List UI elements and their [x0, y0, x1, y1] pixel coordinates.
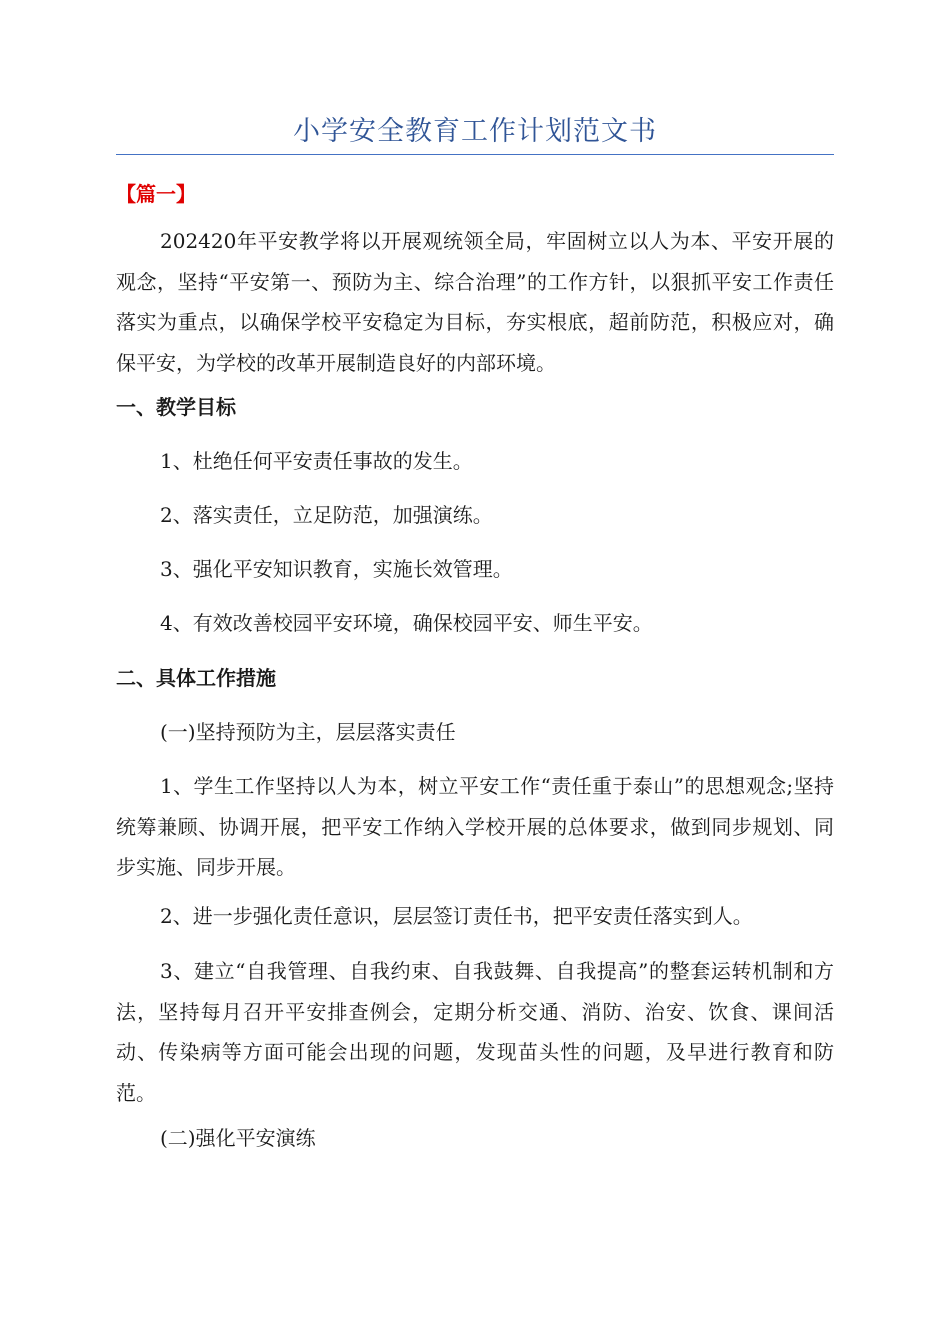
goal-item-2: 2、落实责任，立足防范，加强演练。	[160, 503, 493, 527]
heading-teaching-goals: 一、教学目标	[116, 395, 236, 419]
measure-paragraph-3: 3、建立“自我管理、自我约束、自我鼓舞、自我提高”的整套运转机制和方法，坚持每月召开平安排查例会，定期分析交通、消防、治安、饮食、课间活动、传染病等方面可能会出现的问题，发现苗头性的问题，及早进行教育和防范。	[116, 959, 834, 1105]
section-marker: 【篇一】	[116, 182, 196, 206]
title-underline	[116, 154, 834, 155]
measure-paragraph-1: 1、学生工作坚持以人为本，树立平安工作“责任重于泰山”的思想观念;坚持统筹兼顾、协调开展，把平安工作纳入学校开展的总体要求，做到同步规划、同步实施、同步开展。	[116, 774, 834, 879]
measure-paragraph-2: 2、进一步强化责任意识，层层签订责任书，把平安责任落实到人。	[160, 904, 753, 928]
subheading-prevention: (一)坚持预防为主，层层落实责任	[160, 720, 456, 744]
goal-item-1: 1、杜绝任何平安责任事故的发生。	[160, 449, 473, 473]
goal-item-4: 4、有效改善校园平安环境，确保校园平安、师生平安。	[160, 611, 653, 635]
intro-paragraph: 202420年平安教学将以开展观统领全局，牢固树立以人为本、平安开展的观念，坚持“平安第一、预防为主、综合治理”的工作方针，以狠抓平安工作责任落实为重点，以确保学校平安稳定为目标，夯实根底，超前防范，积极应对，确保平安，为学校的改革开展制造良好的内部环境。	[116, 229, 834, 375]
subheading-drills: (二)强化平安演练	[160, 1126, 316, 1150]
heading-work-measures: 二、具体工作措施	[116, 666, 276, 690]
goal-item-3: 3、强化平安知识教育，实施长效管理。	[160, 557, 513, 581]
document-title: 小学安全教育工作计划范文书	[293, 116, 657, 147]
